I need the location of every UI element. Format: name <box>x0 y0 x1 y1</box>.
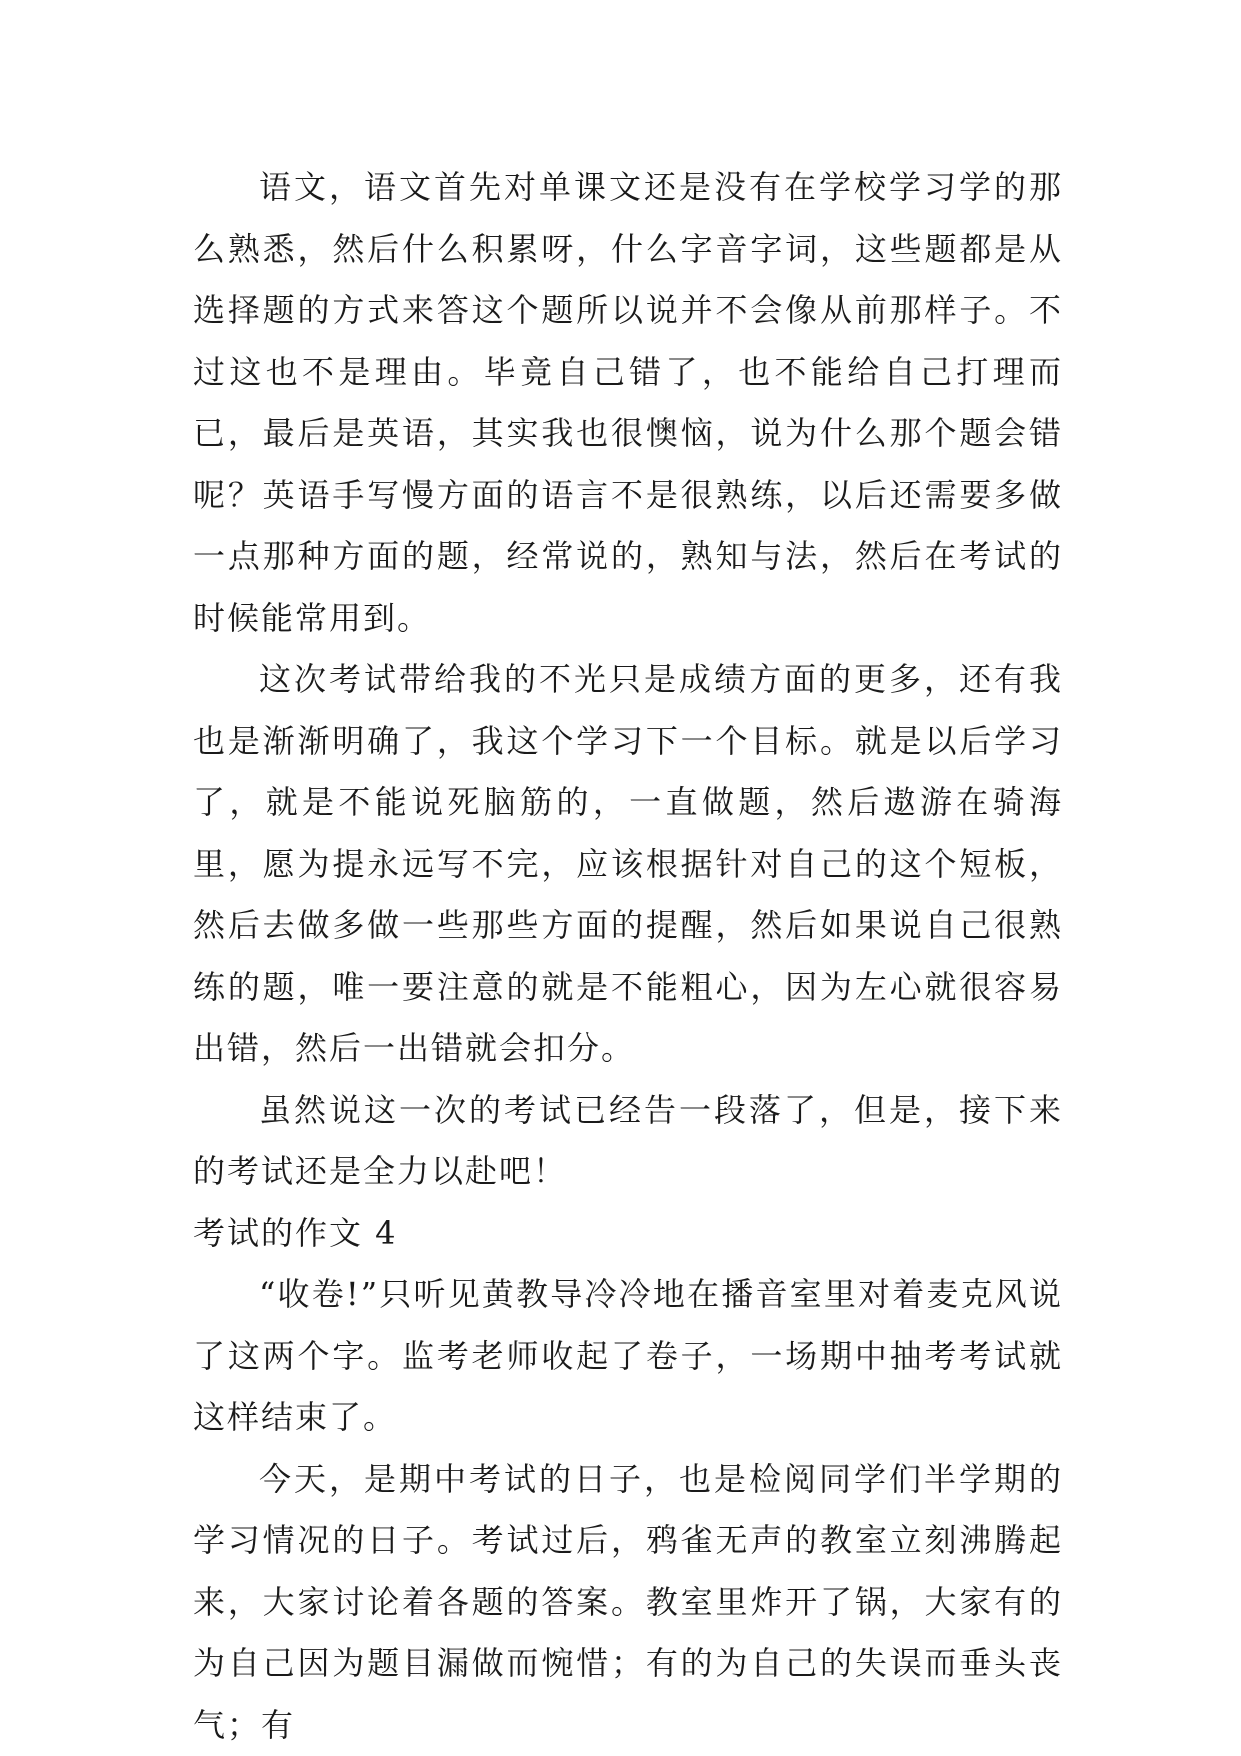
document-body <box>193 157 1063 1756</box>
paragraph-conclusion: 虽然说这一次的考试已经告一段落了，但是，接下来的考试还是全力以赴吧！ <box>193 1080 1063 1203</box>
section-title: 考试的作文 4 <box>193 1203 1063 1265</box>
paragraph-collect-papers: “收卷!”只听见黄教导冷冷地在播音室里对着麦克风说了这两个字。监考老师收起了卷子，一场期中抽考考试就这样结束了。 <box>193 1264 1063 1449</box>
paragraph-chinese-english-review: 语文，语文首先对单课文还是没有在学校学习学的那么熟悉，然后什么积累呀，什么字音字词，这些题都是从选择题的方式来答这个题所以说并不会像从前那样子。不过这也不是理由。毕竟自己错了，也不能给自己打理而已，最后是英语，其实我也很懊恼，说为什么那个题会错呢？英语手写慢方面的语言不是很熟练，以后还需要多做一点那种方面的题，经常说的，熟知与法，然后在考试的时候能常用到。 <box>193 157 1063 649</box>
paragraph-exam-day: 今天，是期中考试的日子，也是检阅同学们半学期的学习情况的日子。考试过后，鸦雀无声的教室立刻沸腾起来，大家讨论着各题的答案。教室里炸开了锅，大家有的为自己因为题目漏做而惋惜；有的为自己的失误而垂头丧气；有 <box>193 1449 1063 1756</box>
paragraph-exam-reflection: 这次考试带给我的不光只是成绩方面的更多，还有我也是渐渐明确了，我这个学习下一个目标。就是以后学习了，就是不能说死脑筋的，一直做题，然后遨游在骑海里，愿为提永远写不完，应该根据针对自己的这个短板，然后去做多做一些那些方面的提醒，然后如果说自己很熟练的题，唯一要注意的就是不能粗心，因为左心就很容易出错，然后一出错就会扣分。 <box>193 649 1063 1080</box>
